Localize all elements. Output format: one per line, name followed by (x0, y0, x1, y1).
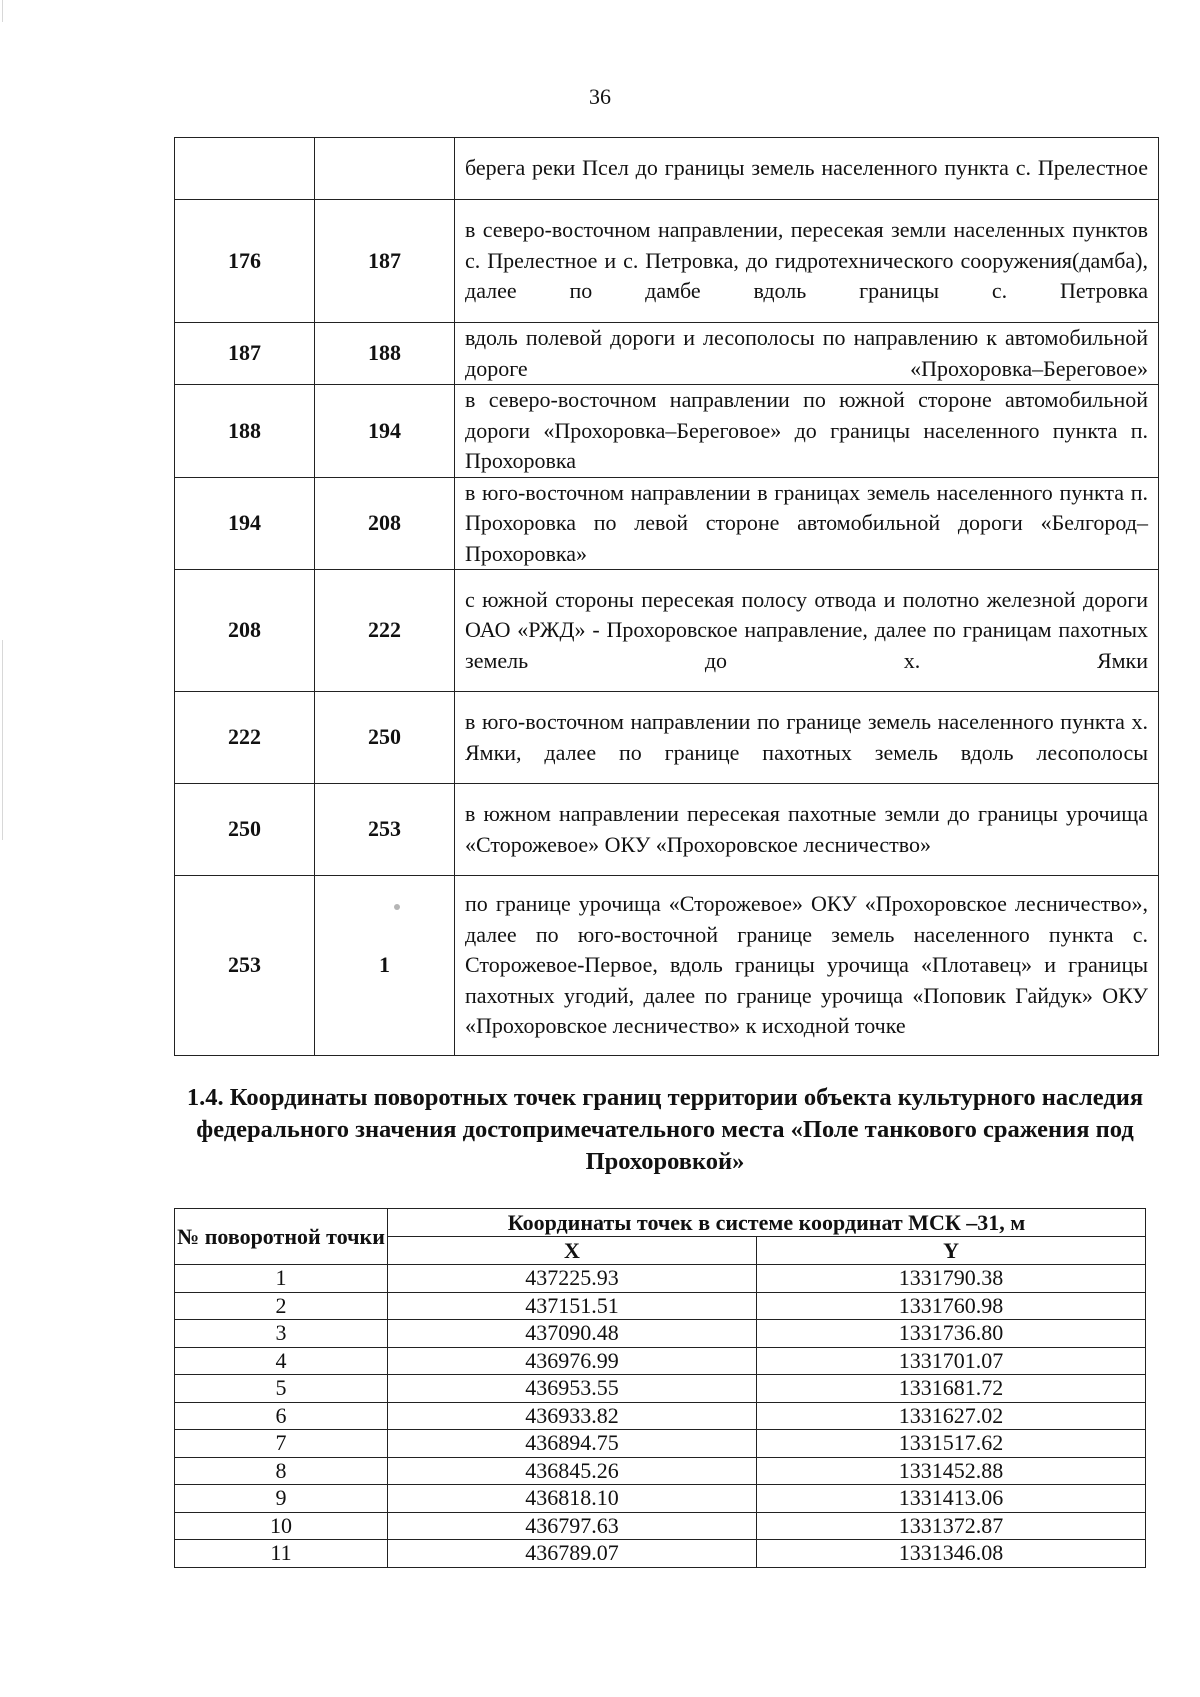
x-coordinate-cell: 436797.63 (388, 1512, 757, 1540)
route-description-cell: с южной стороны пересекая полосу отвода и полотно железной дороги ОАО «РЖД» - Прохоровское направление, далее по границам пахотных земель до х. Ямки (455, 570, 1159, 692)
from-point-cell: 187 (175, 323, 315, 385)
route-description-cell: по границе урочища «Сторожевое» ОКУ «Прохоровское лесничество», далее по юго-восточной границе земель населенного пункта с. Сторожевое-Первое, вдоль границы урочища «Плотавец» и границы пахотных угодий, далее по границе урочища «Поповик Гайдук» ОКУ «Прохоровское лесничество» к исходной точке (455, 876, 1159, 1056)
table-row (175, 200, 1159, 323)
to-point-cell: 1 (315, 876, 455, 1056)
x-coordinate-cell: 436818.10 (388, 1485, 757, 1513)
route-description-cell: в северо-восточном направлении по южной стороне автомобильной дороги «Прохоровка–Береговое» до границы населенного пункта п. Прохоровка (455, 385, 1159, 478)
to-point-cell: 222 (315, 570, 455, 692)
to-point-cell: 194 (315, 385, 455, 478)
from-point-cell: 194 (175, 477, 315, 570)
x-coordinate-cell: 437151.51 (388, 1292, 757, 1320)
y-coordinate-cell: 1331736.80 (757, 1320, 1146, 1348)
route-description-cell: в юго-восточном направлении в границах земель населенного пункта п. Прохоровка по левой стороне автомобильной дороги «Белгород–Прохоровка» (455, 477, 1159, 570)
scan-speck (394, 904, 400, 910)
table-row (175, 1540, 1146, 1568)
from-point-cell: 222 (175, 692, 315, 784)
to-point-cell: 188 (315, 323, 455, 385)
table-row (175, 784, 1159, 876)
y-coordinate-cell: 1331517.62 (757, 1430, 1146, 1458)
section-title: 1.4. Координаты поворотных точек границ территории объекта культурного наследия федерального значения достопримечательного места «Поле танкового сражения под Прохоровкой» (186, 1084, 1144, 1175)
table-row (175, 1347, 1146, 1375)
table-row (175, 1512, 1146, 1540)
from-point-cell: 176 (175, 200, 315, 323)
y-coordinate-cell: 1331627.02 (757, 1402, 1146, 1430)
table-row (175, 876, 1159, 1056)
coordinates-table (174, 1208, 1146, 1568)
to-point-cell (315, 138, 455, 200)
route-description-cell: в южном направлении пересекая пахотные земли до границы урочища «Сторожевое» ОКУ «Прохоровское лесничество» (455, 784, 1159, 876)
point-number-cell: 3 (175, 1320, 388, 1348)
scan-edge-mark (2, 640, 3, 840)
point-number-cell: 10 (175, 1512, 388, 1540)
point-number-cell: 5 (175, 1375, 388, 1403)
point-number-cell: 4 (175, 1347, 388, 1375)
point-number-cell: 11 (175, 1540, 388, 1568)
from-point-cell: 253 (175, 876, 315, 1056)
table-row (175, 1430, 1146, 1458)
point-number-cell: 9 (175, 1485, 388, 1513)
from-point-cell (175, 138, 315, 200)
x-coordinate-cell: 436976.99 (388, 1347, 757, 1375)
y-coordinate-cell: 1331413.06 (757, 1485, 1146, 1513)
point-number-cell: 7 (175, 1430, 388, 1458)
route-description-cell: берега реки Псел до границы земель населенного пункта с. Прелестное (455, 138, 1159, 200)
from-point-cell: 208 (175, 570, 315, 692)
route-description-cell: в северо-восточном направлении, пересекая земли населенных пунктов с. Прелестное и с. Петровка, до гидротехнического сооружения(дамба), далее по дамбе вдоль границы с. Петровка (455, 200, 1159, 323)
page-number: 36 (589, 84, 611, 109)
point-number-cell: 8 (175, 1457, 388, 1485)
table-row (175, 1320, 1146, 1348)
table-row (175, 1375, 1146, 1403)
table-row (175, 1292, 1146, 1320)
to-point-cell: 208 (315, 477, 455, 570)
x-coordinate-cell: 436933.82 (388, 1402, 757, 1430)
x-coordinate-cell: 437090.48 (388, 1320, 757, 1348)
table-row (175, 323, 1159, 385)
header-row (175, 1209, 1146, 1237)
point-number-cell: 1 (175, 1265, 388, 1293)
y-coordinate-cell: 1331790.38 (757, 1265, 1146, 1293)
y-coordinate-cell: 1331681.72 (757, 1375, 1146, 1403)
table-row (175, 692, 1159, 784)
table-row (175, 477, 1159, 570)
from-point-cell: 250 (175, 784, 315, 876)
y-coordinate-cell: 1331372.87 (757, 1512, 1146, 1540)
to-point-cell: 187 (315, 200, 455, 323)
route-description-cell: вдоль полевой дороги и лесополосы по направлению к автомобильной дороге «Прохоровка–Береговое» (455, 323, 1159, 385)
table-row (175, 1457, 1146, 1485)
table-row (175, 570, 1159, 692)
to-point-cell: 253 (315, 784, 455, 876)
route-description-cell: в юго-восточном направлении по границе земель населенного пункта х. Ямки, далее по границе пахотных земель вдоль лесополосы (455, 692, 1159, 784)
table-row (175, 1265, 1146, 1293)
y-coordinate-cell: 1331701.07 (757, 1347, 1146, 1375)
y-coordinate-cell: 1331346.08 (757, 1540, 1146, 1568)
scan-edge-mark (2, 0, 3, 22)
point-number-cell: 6 (175, 1402, 388, 1430)
route-description-table (174, 137, 1159, 1056)
x-coordinate-cell: 437225.93 (388, 1265, 757, 1293)
y-header: Y (757, 1237, 1146, 1265)
table-row (175, 385, 1159, 478)
x-coordinate-cell: 436953.55 (388, 1375, 757, 1403)
x-coordinate-cell: 436789.07 (388, 1540, 757, 1568)
x-header: X (388, 1237, 757, 1265)
y-coordinate-cell: 1331452.88 (757, 1457, 1146, 1485)
point-number-header: № поворотной точки (175, 1209, 388, 1265)
table-row (175, 138, 1159, 200)
x-coordinate-cell: 436894.75 (388, 1430, 757, 1458)
table-row (175, 1485, 1146, 1513)
coordinates-header: Координаты точек в системе координат МСК –31, м (388, 1209, 1146, 1237)
x-coordinate-cell: 436845.26 (388, 1457, 757, 1485)
point-number-cell: 2 (175, 1292, 388, 1320)
y-coordinate-cell: 1331760.98 (757, 1292, 1146, 1320)
table-row (175, 1402, 1146, 1430)
to-point-cell: 250 (315, 692, 455, 784)
from-point-cell: 188 (175, 385, 315, 478)
